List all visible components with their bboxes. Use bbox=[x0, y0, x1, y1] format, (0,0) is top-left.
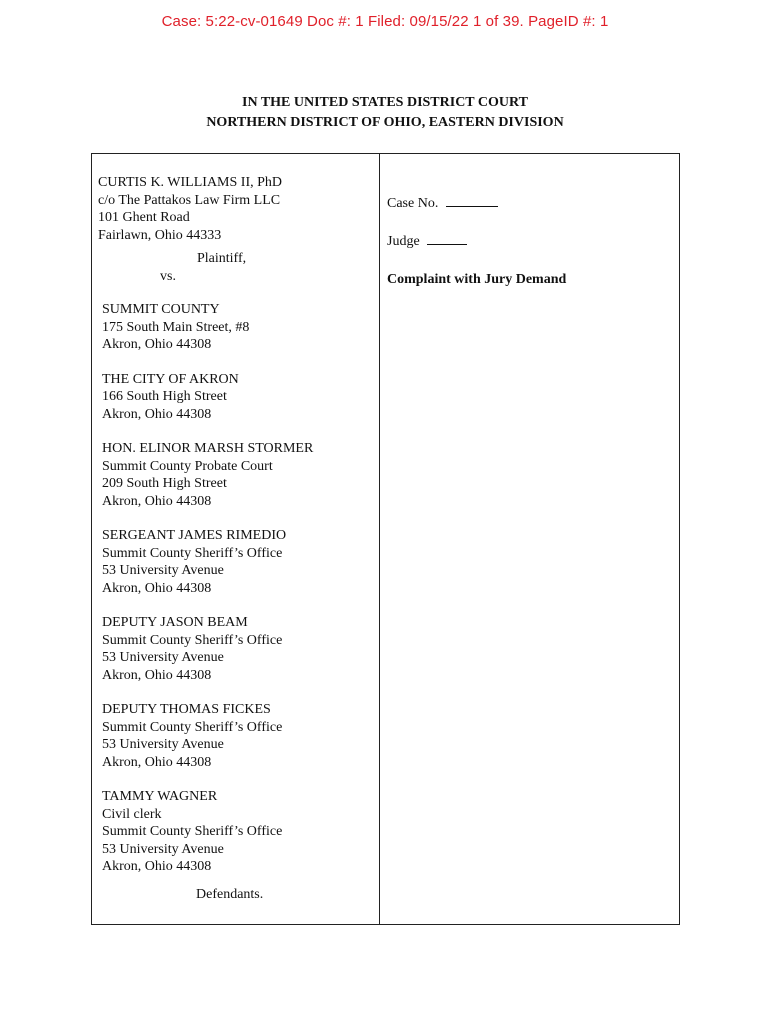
plaintiff-address-line: Fairlawn, Ohio 44333 bbox=[98, 227, 222, 243]
defendant-name: TAMMY WAGNER bbox=[102, 789, 218, 804]
defendant-address-line: Summit County Sheriff’s Office bbox=[102, 632, 283, 648]
judge-field bbox=[387, 234, 667, 250]
defendant-name: SERGEANT JAMES RIMEDIO bbox=[102, 528, 287, 543]
caption-divider bbox=[379, 154, 380, 924]
case-info-column bbox=[387, 196, 667, 288]
defendant-address-line: Civil clerk bbox=[102, 806, 162, 822]
defendant-block bbox=[98, 614, 368, 684]
defendant-block bbox=[98, 440, 368, 510]
defendant-block bbox=[98, 788, 368, 876]
defendant-name: DEPUTY JASON BEAM bbox=[102, 615, 248, 630]
plaintiff-block bbox=[98, 174, 368, 244]
defendant-address-line: Akron, Ohio 44308 bbox=[102, 754, 212, 770]
defendant-address-line: Akron, Ohio 44308 bbox=[102, 406, 212, 422]
defendant-address-line: Akron, Ohio 44308 bbox=[102, 493, 212, 509]
defendant-block bbox=[98, 371, 368, 424]
defendant-address-line: Summit County Sheriff’s Office bbox=[102, 824, 283, 839]
court-title-line-2: NORTHERN DISTRICT OF OHIO, EASTERN DIVISION bbox=[206, 115, 564, 130]
plaintiff-address-line: c/o The Pattakos Law Firm LLC bbox=[98, 192, 281, 208]
defendant-address-line: 209 South High Street bbox=[102, 476, 227, 491]
case-header-stamp: Case: 5:22-cv-01649 Doc #: 1 Filed: 09/15/22 1 of 39. PageID #: 1 bbox=[161, 13, 609, 30]
defendant-address-line: 53 University Avenue bbox=[102, 737, 224, 752]
defendant-address-line: 53 University Avenue bbox=[102, 563, 224, 578]
judge-blank bbox=[427, 243, 467, 245]
defendant-address-line: 53 University Avenue bbox=[102, 650, 224, 665]
defendant-name: SUMMIT COUNTY bbox=[102, 302, 220, 317]
case-caption-box bbox=[91, 153, 680, 925]
court-title-line-1: IN THE UNITED STATES DISTRICT COURT bbox=[242, 95, 528, 110]
defendant-name: DEPUTY THOMAS FICKES bbox=[102, 702, 271, 717]
defendant-address-line: Akron, Ohio 44308 bbox=[102, 337, 212, 352]
plaintiff-name: CURTIS K. WILLIAMS II, PhD bbox=[98, 175, 283, 190]
defendant-block bbox=[98, 527, 368, 597]
defendant-name: THE CITY OF AKRON bbox=[102, 371, 239, 387]
case-number-blank bbox=[446, 205, 498, 207]
defendant-address-line: 53 University Avenue bbox=[102, 841, 224, 857]
document-title: Complaint with Jury Demand bbox=[387, 272, 567, 287]
defendant-address-line: Summit County Probate Court bbox=[102, 458, 273, 474]
defendant-address-line: Akron, Ohio 44308 bbox=[102, 859, 212, 874]
defendant-address-line: 175 South Main Street, #8 bbox=[102, 319, 250, 335]
defendant-block bbox=[98, 701, 368, 771]
plaintiff-role-label: Plaintiff, bbox=[197, 251, 247, 266]
versus-label: vs. bbox=[160, 268, 176, 284]
defendants-role-label: Defendants. bbox=[196, 886, 264, 902]
defendant-name: HON. ELINOR MARSH STORMER bbox=[102, 441, 314, 456]
case-number-field bbox=[387, 196, 667, 212]
defendant-address-line: 166 South High Street bbox=[102, 389, 227, 404]
defendant-address-line: Summit County Sheriff’s Office bbox=[102, 719, 283, 735]
defendant-address-line: Akron, Ohio 44308 bbox=[102, 667, 212, 683]
judge-label: Judge bbox=[387, 234, 420, 249]
defendant-address-line: Akron, Ohio 44308 bbox=[102, 580, 212, 596]
case-number-label: Case No. bbox=[387, 196, 439, 211]
court-title bbox=[0, 93, 770, 133]
defendant-address-line: Summit County Sheriff’s Office bbox=[102, 545, 283, 561]
parties-column bbox=[98, 174, 368, 903]
defendant-block bbox=[98, 301, 368, 354]
plaintiff-address-line: 101 Ghent Road bbox=[98, 210, 190, 225]
